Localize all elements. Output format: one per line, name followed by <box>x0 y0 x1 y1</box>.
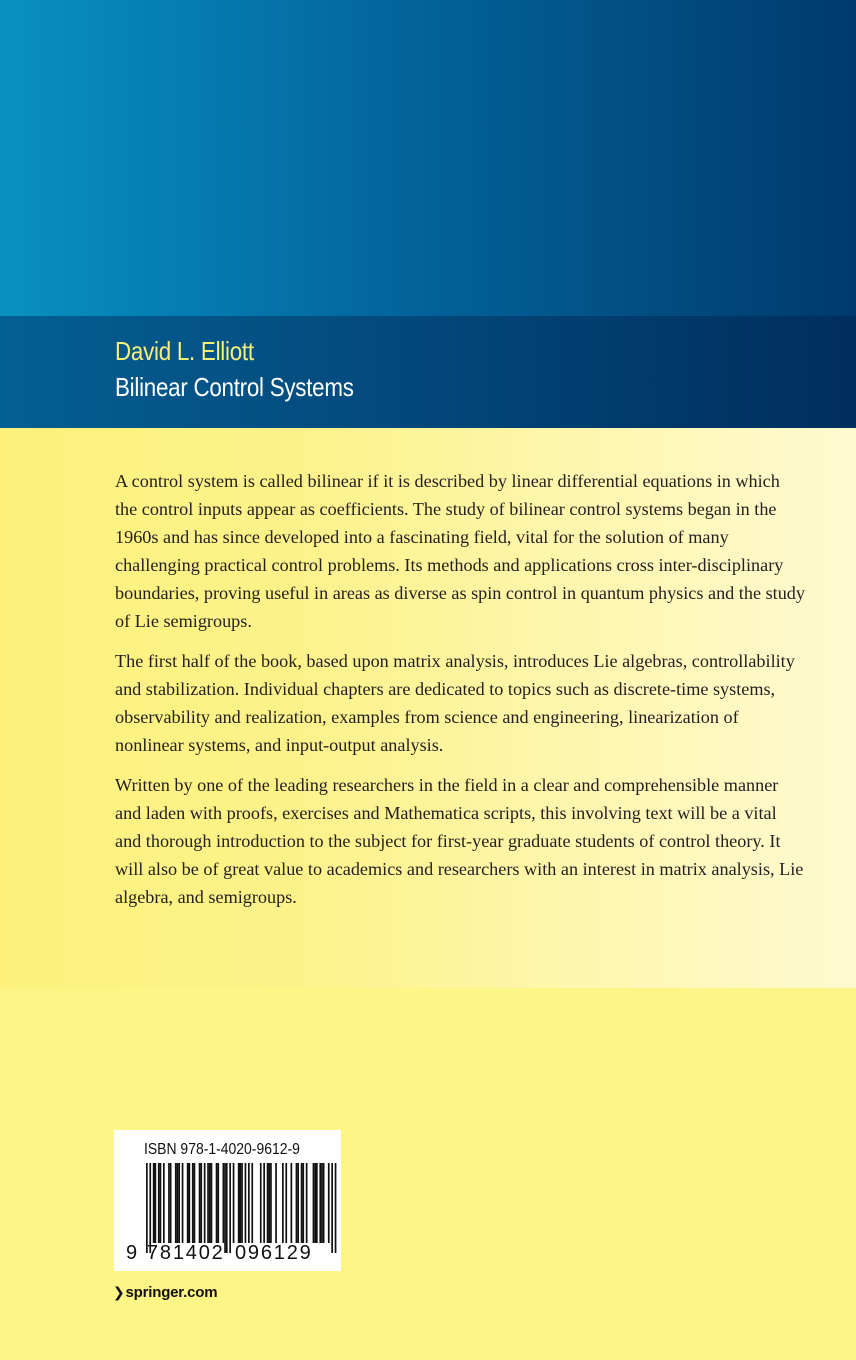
description-paragraph-2: The first half of the book, based upon matrix analysis, introduces Lie algebras, controllability and stabilization. Individual chapters are dedicated to topics such as discrete-time systems, observability and realization, examples from science and engineering, linearization of nonlinear systems, and input-output analysis. <box>115 651 795 755</box>
chevron-right-icon: ❯ <box>113 1284 125 1300</box>
book-description <box>115 467 805 923</box>
publisher-site: springer.com <box>125 1284 218 1301</box>
barcode-digits-right: 096129 <box>235 1242 313 1264</box>
book-title: Bilinear Control Systems <box>115 372 354 402</box>
isbn-barcode <box>114 1130 341 1271</box>
description-paragraph-1: A control system is called bilinear if it is described by linear differential equations in which the control inputs appear as coefficients. The study of bilinear control systems began in the 1960s and has since developed into a fascinating field, vital for the solution of many challenging practical control problems. Its methods and applications cross inter-disciplinary boundaries, proving useful in areas as diverse as spin control in quantum physics and the study of Lie semigroups. <box>115 471 805 631</box>
barcode-digit-first: 9 <box>126 1242 138 1264</box>
barcode-digits-left: 781402 <box>147 1242 225 1264</box>
publisher-link[interactable] <box>113 1284 217 1301</box>
author-name: David L. Elliott <box>115 336 254 366</box>
description-paragraph-3: Written by one of the leading researchers in the field in a clear and comprehensible manner and laden with proofs, exercises and Mathematica scripts, this involving text will be a vital and thorough introduction to the subject for first-year graduate students of control theory. It will also be of great value to academics and researchers with an interest in matrix analysis, Lie algebra, and semigroups. <box>115 775 804 907</box>
cover-top-gradient <box>0 0 856 316</box>
isbn-label: ISBN 978-1-4020-9612-9 <box>144 1141 300 1158</box>
